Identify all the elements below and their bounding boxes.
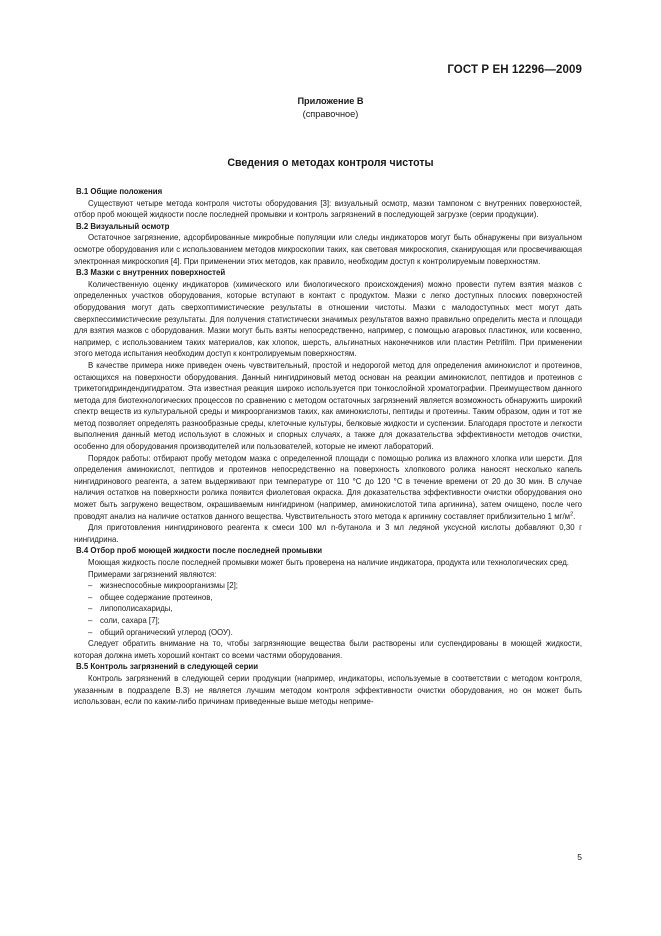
list-item-text: жизнеспособные микроорганизмы [2]; xyxy=(100,581,238,591)
paragraph: Контроль загрязнений в следующей серии продукции (например, индикаторы, используемые в соответствии с методом контроля, указанным в подразделе В.3) не является лучшим методом контроля эффективности очистки оборудования, но он может быть использован, если по каким-либо причинам приведенные выше методы неприме- xyxy=(74,673,582,707)
list-marker: – xyxy=(88,592,93,602)
list-item-text: общее содержание протеинов, xyxy=(100,592,213,602)
paragraph: Для приготовления нингидринового реагента к смеси 100 мл n-бутанола и 3 мл ледяной уксусной кислоты добавляют 0,30 г нингидрина. xyxy=(74,523,582,544)
paragraph-text: Порядок работы: отбирают пробу методом мазка с определенной площади с помощью ролика из влажного хлопка или шерсти. Для определения аминокислот, пептидов и протеинов непосредственно на поверхность хлопкового ролика наносят несколько капель нингидринового реагента, а затем выдерживают при температуре от 110 °С до 120 °С в течение времени от 20 до 30 мин. В случае наличия остатков на поверхности ролика появится фиолетовая окраска. Для доказательства эффективности очистки оборудования оно может быть загружено веществом, окрашиваемым нингидрином (например, аминокислотой типа аргинина), затем очищено, после чего проводят анализ на наличие остатков данного вещества. Чувствительность этого метода к аргинину составляет приблизительно 1 мг/м xyxy=(74,453,582,521)
annex-heading xyxy=(0,95,661,121)
paragraph-procedure xyxy=(74,453,582,523)
list-marker: – xyxy=(88,604,93,614)
section-heading-b3: В.3 Мазки с внутренних поверхностей xyxy=(76,268,226,278)
list-item xyxy=(74,580,582,592)
document-code: ГОСТ Р ЕН 12296—2009 xyxy=(447,64,582,76)
document-body xyxy=(74,186,582,708)
annex-subtitle: (справочное) xyxy=(302,109,359,119)
paragraph: Моющая жидкость после последней промывки может быть проверена на наличие индикатора, продукта или технологических сред. xyxy=(88,558,569,567)
section-heading-b1: В.1 Общие положения xyxy=(76,187,163,196)
list-marker: – xyxy=(88,581,93,591)
list-item xyxy=(74,615,582,627)
list-marker: – xyxy=(88,615,93,625)
section-heading-b4: В.4 Отбор проб моющей жидкости после последней промывки xyxy=(76,546,323,556)
list-item-text: общий органический углерод (ООУ). xyxy=(100,627,233,637)
list-item-text: липополисахариды, xyxy=(100,604,173,614)
paragraph: Остаточное загрязнение, адсорбированные микробные популяции или следы индикаторов могут быть обнаружены при визуальном осмотре оборудования или с использованием методов микроскопии таких, как световая микроскопия, сканирующая или просвечивающая электронная микроскопия [4]. При применении этих методов, как правило, необходим доступ к контролируемым поверхностям. xyxy=(74,233,582,266)
superscript: 2 xyxy=(570,511,574,518)
page-title: Сведения о методах контроля чистоты xyxy=(227,157,434,169)
paragraph: В качестве примера ниже приведен очень чувствительный, простой и недорогой метод для определения аминокислот и протеинов, остающихся на поверхности оборудования. Данный нингидриновый метод основан на реакции аминокислот, пептидов и протеинов с трикетогидриндендигидратом. Эта известная реакция широко используется при тонкослойной хроматографии. Преимуществом данного метода для биотехнологических процессов по сравнению с методом остаточных загрязнений является возможность обнаружить широкий спектр веществ из культуральной среды и микроорганизмов таких, как аминокислоты, пептиды и протеины. Таким образом, один и тот же метод позволяет определять разнообразные среды, клеточные культуры, белковые жидкости и суспензии. Благодаря простоте и легкости выполнения данный метод используют в сложных и спорных случаях, а также для доказательства эффективности методов очистки, особенно для оборудования производителей или пользователей, которые не имеют лабораторий. xyxy=(74,360,582,452)
section-heading-b5: В.5 Контроль загрязнений в следующей серии xyxy=(76,662,259,672)
annex-title: Приложение В xyxy=(297,96,364,106)
list-item xyxy=(74,592,582,604)
list-item-text: соли, сахара [7]; xyxy=(100,615,160,625)
contaminants-list xyxy=(74,580,582,638)
list-item xyxy=(74,627,582,639)
page-number: 5 xyxy=(577,852,582,862)
section-heading-b2: В.2 Визуальный осмотр xyxy=(76,221,170,231)
paragraph-end: . xyxy=(573,511,576,521)
paragraph: Примерами загрязнений являются: xyxy=(88,569,217,579)
list-item xyxy=(74,603,582,615)
list-marker: – xyxy=(88,627,93,637)
paragraph: Существуют четыре метода контроля чистоты оборудования [3]: визуальный осмотр, мазки тампоном с внутренних поверхностей, отбор проб моющей жидкости после последней промывки и контроль загрязнений в последующей загрузке (серии продукции). xyxy=(74,198,582,220)
paragraph: Следует обратить внимание на то, чтобы загрязняющие вещества были растворены или суспендированы в моющей жидкости, которая должна иметь хороший контакт со всеми частями оборудования. xyxy=(74,639,582,660)
paragraph: Количественную оценку индикаторов (химического или биологического происхождения) можно провести путем взятия мазков с определенных участков оборудования, которые вступают в контакт с продуктом. Мазки с легко доступных плоских поверхностей оборудования могут дать сверхоптимистические результаты в отношении чистоты. Мазки с малодоступных мест могут дать сверхпессимистические результаты. Для получения статистически значимых результатов важно правильно определить места и площади для взятия мазков с оборудования. Мазки могут быть взяты непосредственно, например, с помощью агаровых пластинок, или косвенно, например, с использованием таких материалов, как хлопок, шерсть, альгинатных наконечников или пластин Petrifilm. При применении этого метода испытания необходим доступ к контролируемым поверхностям. xyxy=(74,279,582,359)
